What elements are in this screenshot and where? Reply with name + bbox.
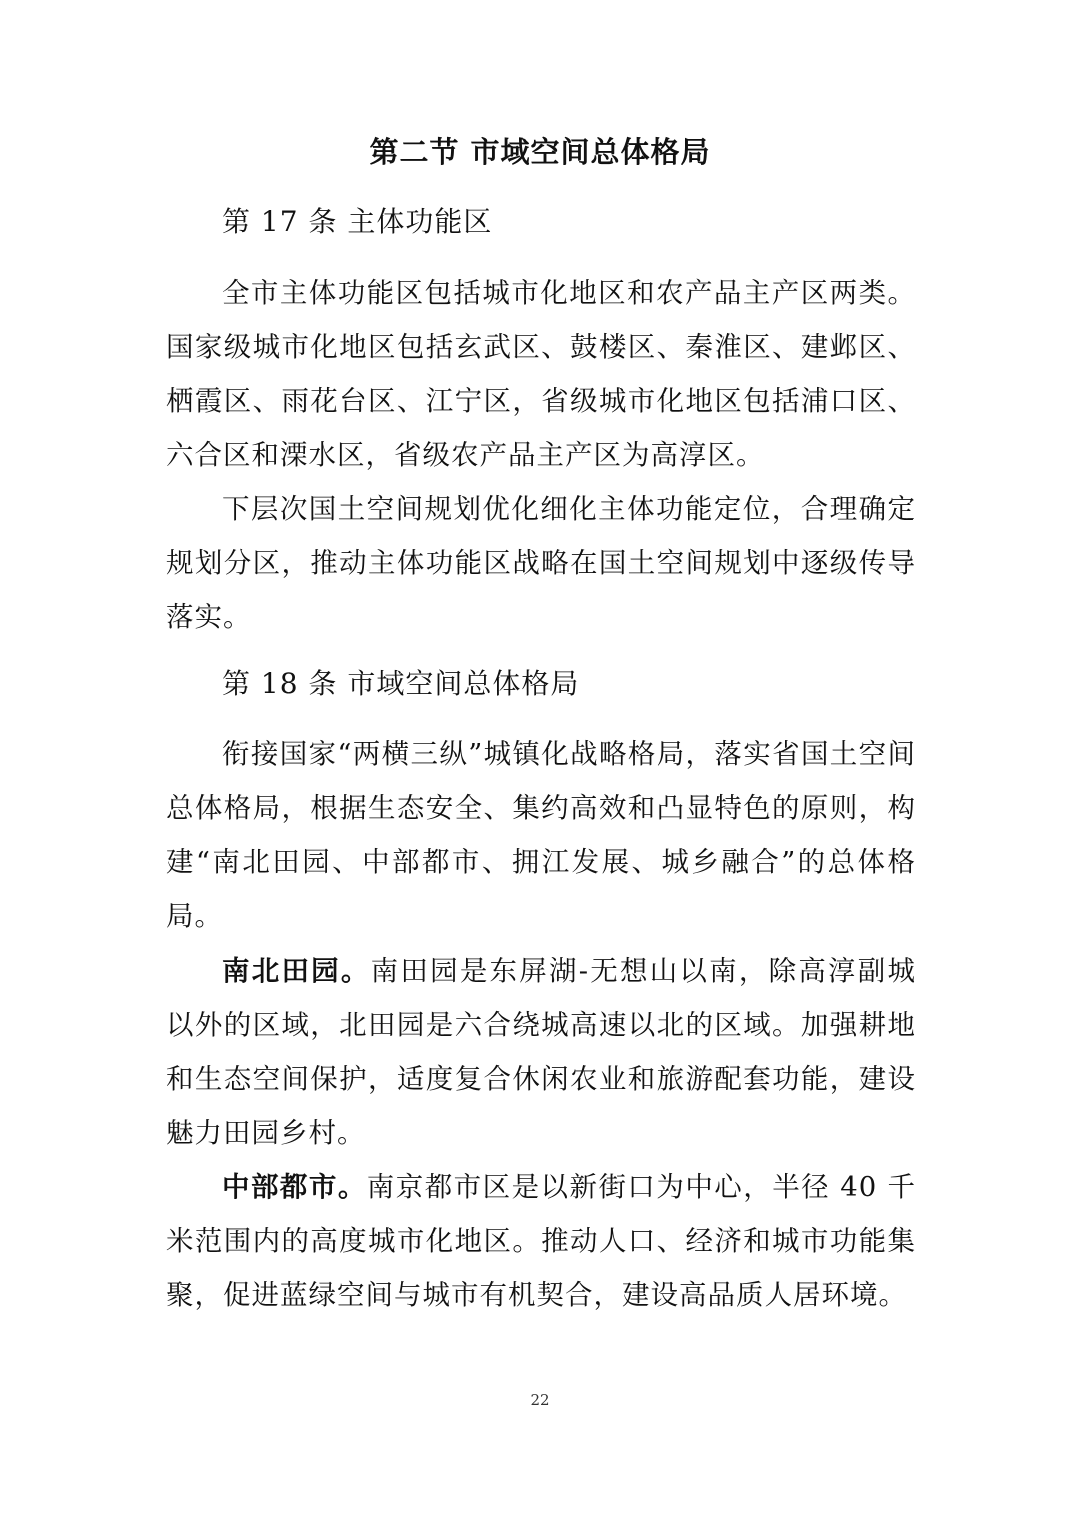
article-18-item-south-north bbox=[166, 944, 916, 1160]
article-18-heading: 第 18 条 市域空间总体格局 bbox=[222, 667, 580, 700]
article-18-intro: 衔接国家“两横三纵”城镇化战略格局，落实省国土空间总体格局，根据生态安全、集约高效和凸显特色的原则，构建“南北田园、中部都市、拥江发展、城乡融合”的总体格局。 bbox=[166, 738, 916, 932]
item-lead: 中部都市。 bbox=[222, 1171, 367, 1203]
section-title: 第二节 市域空间总体格局 bbox=[369, 135, 711, 169]
article-18-item-central bbox=[166, 1160, 916, 1322]
item-text: 南田园是东屏湖-无想山以南，除高淳副城以外的区域，北田园是六合绕城高速以北的区域。加强耕地和生态空间保护，适度复合休闲农业和旅游配套功能，建设魅力田园乡村。 bbox=[166, 955, 917, 1149]
article-17-paragraph-1: 全市主体功能区包括城市化地区和农产品主产区两类。国家级城市化地区包括玄武区、鼓楼区、秦淮区、建邺区、栖霞区、雨花台区、江宁区，省级城市化地区包括浦口区、六合区和溧水区，省级农产品主产区为高淳区。 bbox=[166, 277, 916, 471]
article-17-heading: 第 17 条 主体功能区 bbox=[222, 205, 493, 238]
item-text: 南京都市区是以新街口为中心，半径 40 千米范围内的高度城市化地区。推动人口、经济和城市功能集聚，促进蓝绿空间与城市有机契合，建设高品质人居环境。 bbox=[166, 1171, 917, 1311]
article-17-paragraph-2: 下层次国土空间规划优化细化主体功能定位，合理确定规划分区，推动主体功能区战略在国土空间规划中逐级传导落实。 bbox=[166, 493, 916, 633]
item-lead: 南北田园。 bbox=[222, 955, 371, 987]
page-number: 22 bbox=[530, 1391, 550, 1409]
